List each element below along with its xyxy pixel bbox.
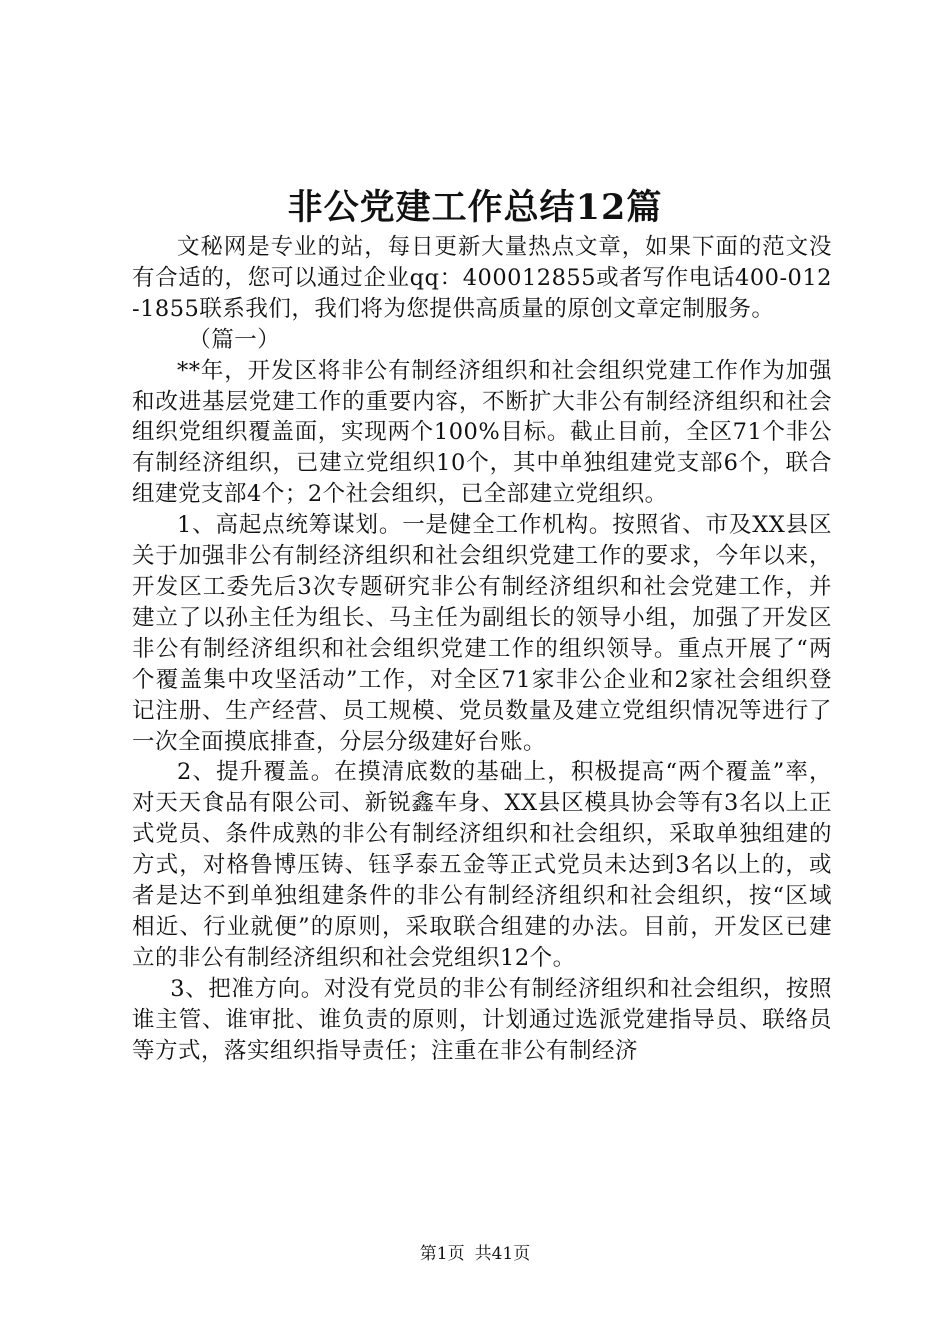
body-paragraph: 1、高起点统筹谋划。一是健全工作机构。按照省、市及XX县区关于加强非公有制经济组织和社会组织党建工作的要求，今年以来，开发区工委先后3次专题研究非公有制经济组织和社会党建工作，并建立了以孙主任为组长、马主任为副组长的领导小组，加强了开发区非公有制经济组织和社会组织党建工作的组织领导。重点开展了“两个覆盖集中攻坚活动”工作，对全区71家非公企业和2家社会组织登记注册、生产经营、员工规模、党员数量及建立党组织情况等进行了一次全面摸底排查，分层分级建好台账。 <box>132 512 832 755</box>
body-paragraph: 2、提升覆盖。在摸清底数的基础上，积极提高“两个覆盖”率，对天天食品有限公司、新锐鑫车身、XX县区模具协会等有3名以上正式党员、条件成熟的非公有制经济组织和社会组织，采取单独组建的方式，对格鲁博压铸、钰孚泰五金等正式党员未达到3名以上的，或者是达不到单独组建条件的非公有制经济组织和社会组织，按“区域相近、行业就便”的原则，采取联合组建的办法。目前，开发区已建立的非公有制经济组织和社会党组织12个。 <box>132 759 832 971</box>
chapter-heading: （篇一） <box>188 326 281 353</box>
intro-paragraph: 文秘网是专业的站，每日更新大量热点文章，如果下面的范文没有合适的，您可以通过企业qq：400012855或者写作电话400-012-1855联系我们，我们将为您提供高质量的原创文章定制服务。 <box>132 234 832 322</box>
body-paragraph: **年，开发区将非公有制经济组织和社会组织党建工作作为加强和改进基层党建工作的重要内容，不断扩大非公有制经济组织和社会组织党组织覆盖面，实现两个100%目标。截止目前，全区71个非公有制经济组织，已建立党组织10个，其中单独组建党支部6个，联合组建党支部4个；2个社会组织，已全部建立党组织。 <box>132 357 832 508</box>
document-title: 非公党建工作总结12篇 <box>287 187 663 228</box>
page-footer <box>0 1242 950 1266</box>
total-pages: 共41页 <box>474 1244 531 1264</box>
body-paragraph: 3、把准方向。对没有党员的非公有制经济组织和社会组织，按照谁主管、谁审批、谁负责的原则，计划通过选派党建指导员、联络员等方式，落实组织指导责任；注重在非公有制经济 <box>132 975 832 1064</box>
page-number: 第1页 <box>419 1244 465 1264</box>
document-body <box>132 232 832 1066</box>
